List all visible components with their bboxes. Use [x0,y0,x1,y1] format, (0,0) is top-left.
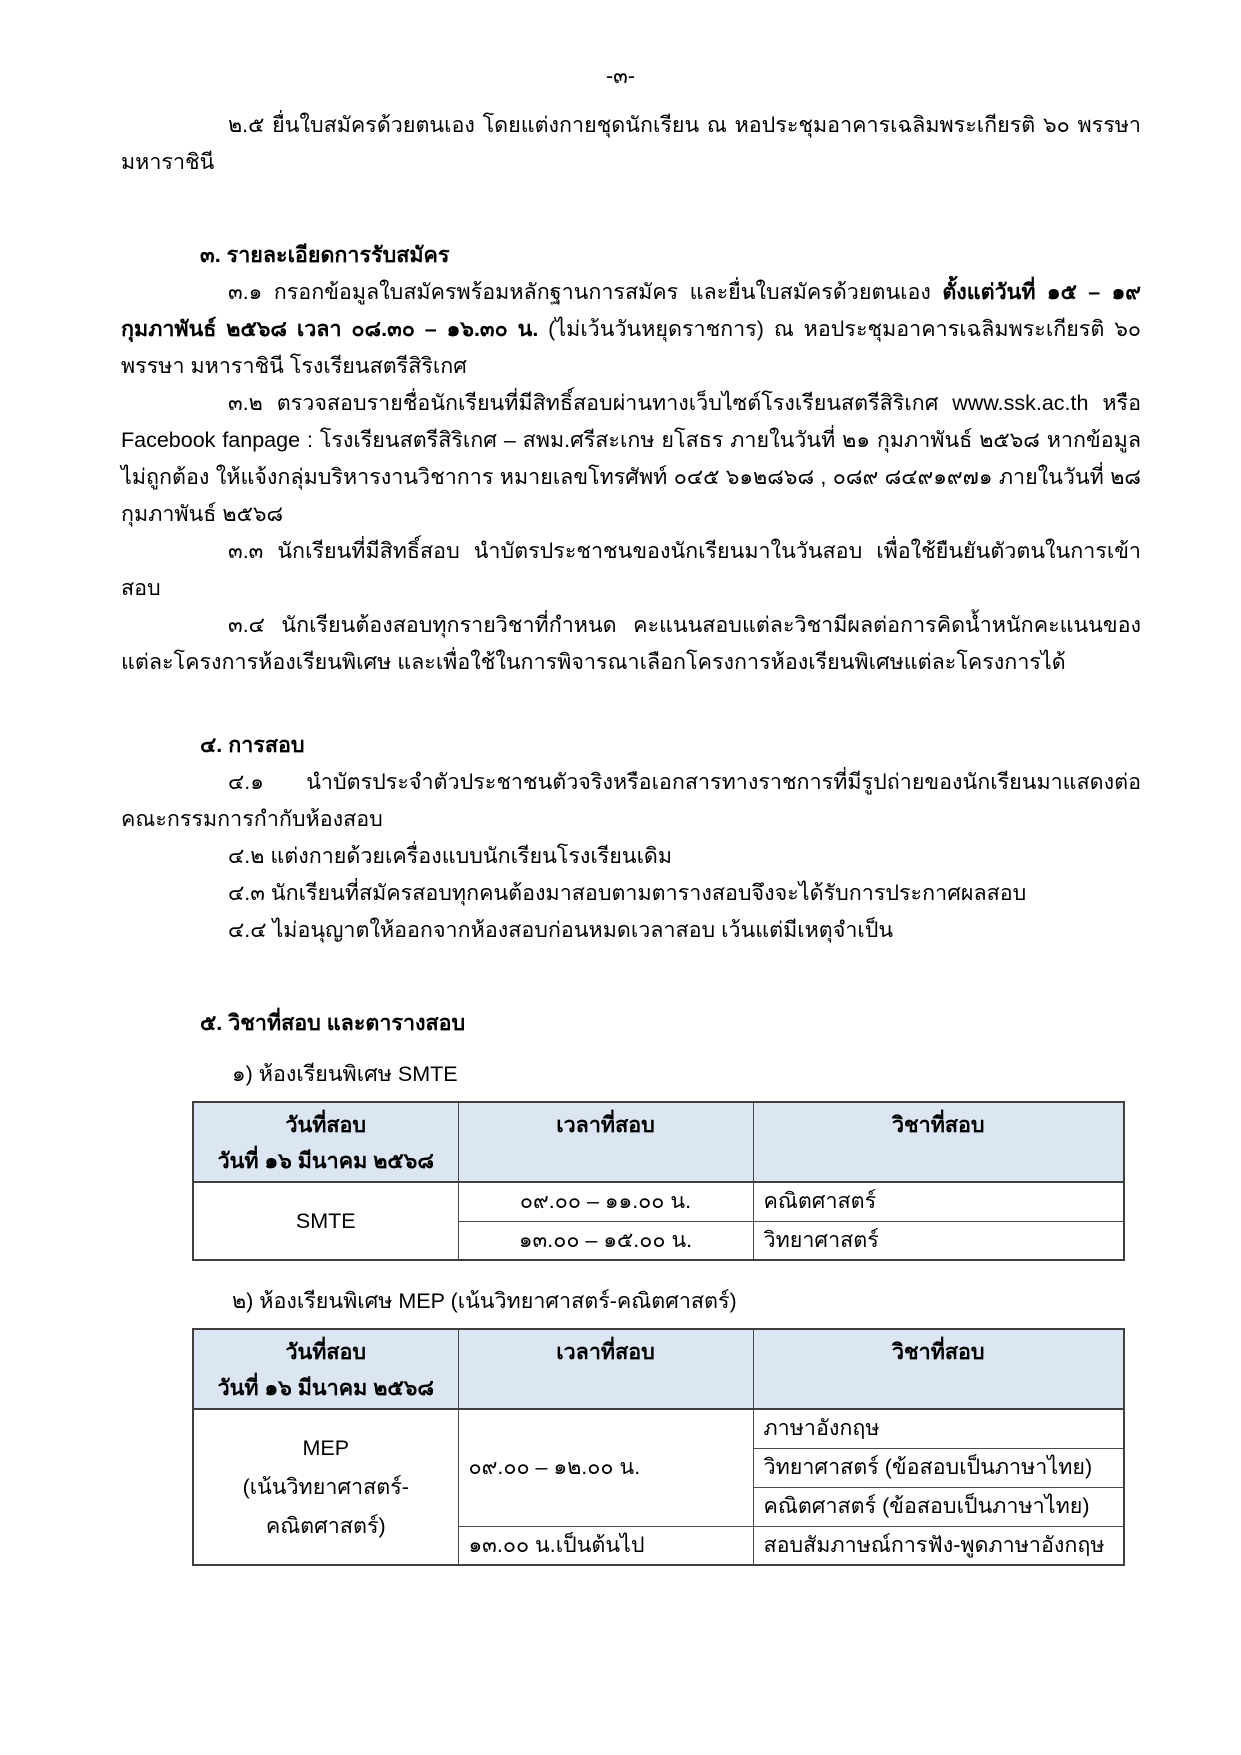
program-detail-line1: (เน้นวิทยาศาสตร์- [242,1474,409,1499]
paragraph-4-3: ๔.๓ นักเรียนที่สมัครสอบทุกคนต้องมาสอบตามตารางสอบจึงจะได้รับการประกาศผลสอบ [228,881,1027,905]
time-cell-afternoon: ๑๓.๐๐ น.เป็นต้นไป [458,1526,753,1565]
table-smte-label: ๑) ห้องเรียนพิเศษ SMTE [232,1062,458,1086]
table-row [193,1409,1124,1448]
section-4-heading: ๔. การสอบ [200,733,305,757]
paragraph-4-1: ๔.๑ นำบัตรประจำตัวประชาชนตัวจริงหรือเอกสารทางราชการที่มีรูปถ่ายของนักเรียนมาแสดงต่อคณะกรรมการกำกับห้องสอบ [121,770,1141,831]
header-cell-subject: วิชาที่สอบ [753,1329,1124,1409]
header-cell-date [193,1329,458,1409]
paragraph-3-1-bold-dates: ตั้งแต่วันที่ ๑๕ – ๑๙ กุมภาพันธ์ ๒๕๖๘ เวลา ๐๘.๓๐ – ๑๖.๓๐ น. [121,280,1142,341]
header-date-value: วันที่ ๑๖ มีนาคม ๒๕๖๘ [217,1149,434,1173]
section-5-heading: ๕. วิชาที่สอบ และตารางสอบ [200,1011,466,1035]
section-3-heading: ๓. รายละเอียดการรับสมัคร [200,243,450,267]
paragraph-3-2: ๓.๒ ตรวจสอบรายชื่อนักเรียนที่มีสิทธิ์สอบผ่านทางเว็บไซต์โรงเรียนสตรีสิริเกศ www.ssk.ac.th หรือ Facebook fanpage : โรงเรียนสตรีสิริเกศ – สพม.ศรีสะเกษ ยโสธร ภายในวันที่ ๒๑ กุมภาพันธ์ ๒๕๖๘ หากข้อมูลไม่ถูกต้อง ให้แจ้งกลุ่มบริหารงานวิชาการ หมายเลขโทรศัพท์ ๐๔๕ ๖๑๒๘๖๘ , ๐๘๙ ๘๔๙๑๙๗๑ ภายในวันที่ ๒๘ กุมภาพันธ์ ๒๕๖๘ [121,391,1141,526]
paragraph-3-4: ๓.๔ นักเรียนต้องสอบทุกรายวิชาที่กำหนด คะแนนสอบแต่ละวิชามีผลต่อการคิดน้ำหนักคะแนนของแต่ละโครงการห้องเรียนพิเศษ และเพื่อใช้ในการพิจารณาเลือกโครงการห้องเรียนพิเศษแต่ละโครงการได้ [121,613,1141,674]
table-header-row [193,1102,1124,1182]
page-number: -๓- [605,64,636,88]
subject-cell: ภาษาอังกฤษ [753,1409,1124,1448]
paragraph-4-4: ๔.๔ ไม่อนุญาตให้ออกจากห้องสอบก่อนหมดเวลาสอบ เว้นแต่มีเหตุจำเป็น [228,918,894,942]
header-cell-subject: วิชาที่สอบ [753,1102,1124,1182]
program-cell-mep [193,1409,458,1565]
paragraph-2-5: ๒.๕ ยื่นใบสมัครด้วยตนเอง โดยแต่งกายชุดนักเรียน ณ หอประชุมอาคารเฉลิมพระเกียรติ ๖๐ พรรษา มหาราชินี [121,113,1141,174]
subject-cell: คณิตศาสตร์ (ข้อสอบเป็นภาษาไทย) [753,1487,1124,1526]
program-name: MEP [302,1435,350,1460]
header-cell-time: เวลาที่สอบ [458,1329,753,1409]
header-date-label: วันที่สอบ [285,1113,367,1137]
header-date-label: วันที่สอบ [285,1340,367,1364]
subject-cell: วิทยาศาสตร์ (ข้อสอบเป็นภาษาไทย) [753,1448,1124,1487]
subject-cell: คณิตศาสตร์ [753,1182,1124,1221]
header-cell-time: เวลาที่สอบ [458,1102,753,1182]
header-date-value: วันที่ ๑๖ มีนาคม ๒๕๖๘ [217,1376,434,1400]
program-cell-smte: SMTE [193,1182,458,1260]
paragraph-3-3: ๓.๓ นักเรียนที่มีสิทธิ์สอบ นำบัตรประชาชนของนักเรียนมาในวันสอบ เพื่อใช้ยืนยันตัวตนในการเข้าสอบ [121,539,1141,600]
time-cell-morning: ๐๙.๐๐ – ๑๒.๐๐ น. [458,1409,753,1526]
table-mep-label: ๒) ห้องเรียนพิเศษ MEP (เน้นวิทยาศาสตร์-คณิตศาสตร์) [232,1289,737,1313]
paragraph-3-1-text-after: (ไม่เว้นวันหยุดราชการ) ณ หอประชุมอาคารเฉลิมพระเกียรติ ๖๐ พรรษา มหาราชินี โรงเรียนสตรีสิริเกศ [121,317,1141,378]
time-cell: ๑๓.๐๐ – ๑๕.๐๐ น. [458,1221,753,1260]
paragraph-3-1-text: ๓.๑ กรอกข้อมูลใบสมัครพร้อมหลักฐานการสมัคร และยื่นใบสมัครด้วยตนเอง [228,280,943,304]
subject-cell: สอบสัมภาษณ์การฟัง-พูดภาษาอังกฤษ [753,1526,1124,1565]
time-cell: ๐๙.๐๐ – ๑๑.๐๐ น. [458,1182,753,1221]
program-detail-line2: คณิตศาสตร์) [265,1513,386,1538]
table-mep [192,1328,1125,1566]
subject-cell: วิทยาศาสตร์ [753,1221,1124,1260]
table-row [193,1182,1124,1221]
paragraph-4-2: ๔.๒ แต่งกายด้วยเครื่องแบบนักเรียนโรงเรียนเดิม [228,844,673,868]
header-cell-date [193,1102,458,1182]
table-smte [192,1101,1125,1261]
table-header-row [193,1329,1124,1409]
paragraph-3-1 [121,274,1141,385]
